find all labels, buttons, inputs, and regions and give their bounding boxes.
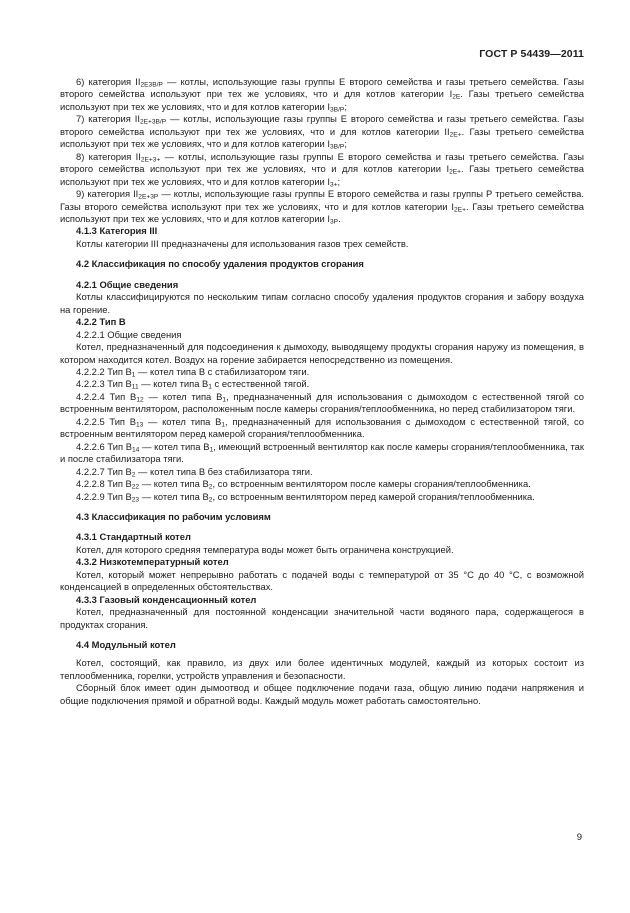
section-heading: 4.2.2 Тип В bbox=[76, 316, 126, 328]
section-heading: 4.1.3 Категория III bbox=[76, 225, 158, 237]
paragraph: Сборный блок имеет один дымоотвод и общее подключение подачи газа, общую линию подачи напряжения и общие подключения прямой и обратной воды. Каждый модуль может работать самостоятельно. bbox=[60, 682, 584, 706]
section-heading: 4.2.1 Общие сведения bbox=[76, 278, 179, 290]
page-number: 9 bbox=[576, 832, 582, 843]
paragraph: 4.2.2.1 Общие сведения bbox=[76, 328, 182, 340]
paragraph: 4.2.2.9 Тип $В_{23}$ — котел типа $В_2$, со встроенным вентилятором перед камерой сгорания/теплообменника. bbox=[76, 490, 535, 503]
paragraph: Котлы классифицируются по нескольким типам согласно способу удаления продуктов сгорания и забору воздуха на горение. bbox=[60, 291, 584, 315]
paragraph: Котел, предназначенный для постоянной конденсации значительной части водяного пара, содержащегося в продуктах сгорания. bbox=[60, 606, 584, 630]
paragraph: Котел, для которого средняя температура воды может быть ограничена конструкцией. bbox=[76, 543, 454, 555]
paragraph: 4.2.2.5 Тип $В_{13}$ — котел типа $В_1$, предназначенный для использования с дымоходом с естественной тягой, со встроенным вентилятором перед камерой сгорания/теплообменника. bbox=[60, 415, 584, 440]
paragraph: Котел, состоящий, как правило, из двух или более идентичных модулей, каждый из которых состоит из теплообменника, горелки, устройств управления и безопасности. bbox=[60, 657, 584, 681]
paragraph: 4.2.2.4 Тип $В_{12}$ — котел типа $В_1$, предназначенный для использования с дымоходом с естественной тягой со встроенным вентилятором, расположенным после камеры сгорания/теплообменника, но перед стабилизатором тяги. bbox=[60, 390, 584, 415]
paragraph: 4.2.2.8 Тип $В_{22}$ — котел типа $В_2$, со встроенным вентилятором после камеры сгорания/теплообменника. bbox=[76, 478, 531, 491]
section-heading: 4.2 Классификация по способу удаления продуктов сгорания bbox=[76, 258, 364, 270]
paragraph: 4.2.2.2 Тип $В_1$ — котел типа В с стабилизатором тяги. bbox=[76, 365, 310, 379]
section-heading: 4.4 Модульный котел bbox=[76, 639, 176, 651]
paragraph: 7) категория $II_{2Е+3В/Р}$ — котлы, использующие газы группы Е второго семейства и газы третьего семейства. Газы второго семейства используют при тех же условиях, что и для котлов категории $II_{2Е+}$. Газы третьего семейства используют при тех же условиях, что и для котлов категории $I_{3В/Р}$; bbox=[60, 113, 585, 151]
paragraph: 4.2.2.7 Тип $В_2$ — котел типа В без стабилизатора тяги. bbox=[76, 465, 313, 479]
paragraph: 8) категория $II_{2Е+3+}$ — котлы, использующие газы группы Е второго семейства и газы третьего семейства. Газы второго семейства используют при тех же условиях, что и для котлов категории $I_{2Е+}$. Газы третьего семейства используют при тех же условиях, что и для котлов категории $I_{3+}$; bbox=[60, 150, 584, 189]
section-heading: 4.3.1 Стандартный котел bbox=[76, 531, 191, 543]
section-heading: 4.3 Классификация по рабочим условиям bbox=[76, 510, 271, 522]
paragraph: 4.2.2.6 Тип $В_{14}$ — котел типа $В_1$, имеющий встроенный вентилятор как после камеры сгорания/теплообменника, так и после стабилизатора тяги. bbox=[60, 440, 584, 465]
paragraph: Котел, который может непрерывно работать с подачей воды с температурой от 35 °С до 40 °С, с возможной конденсацией в определенных обстоятельствах. bbox=[60, 568, 584, 593]
paragraph: 9) категория $II_{2Е+3Р}$ — котлы, использующие газы группы Е второго семейства и газы группы Р третьего семейства. Газы второго семейства используют при тех же условиях, что и для котлов категории $I_{2Е+}$. Газы третьего семейства используют при тех же условиях, что и для котлов категории $I_{3Р}$. bbox=[60, 188, 584, 226]
paragraph: Котел, предназначенный для подсоединения к дымоходу, выводящему продукты сгорания наружу из помещения, в котором находится котел. Воздух на горение забирается непосредственно из помещения. bbox=[60, 341, 584, 365]
section-heading: 4.3.3 Газовый конденсационный котел bbox=[76, 593, 257, 605]
paragraph: 4.2.2.3 Тип $В_{11}$ — котел типа $В_1$ с естественной тягой. bbox=[76, 378, 310, 391]
paragraph: Котлы категории III предназначены для использования газов трех семейств. bbox=[76, 237, 409, 249]
document-body bbox=[60, 76, 584, 707]
section-heading: 4.3.2 Низкотемпературный котел bbox=[76, 556, 229, 568]
paragraph: 6) категория $II_{2Е3В/Р}$ — котлы, использующие газы группы Е второго семейства и газы третьего семейства. Газы второго семейства используют при тех же условиях, что и для котлов категории $I_{2Е}$. Газы третьего семейства используют при тех же условиях, что и для котлов категории $I_{3В/Р}$; bbox=[60, 76, 584, 114]
document-header: ГОСТ Р 54439—2011 bbox=[479, 48, 584, 60]
